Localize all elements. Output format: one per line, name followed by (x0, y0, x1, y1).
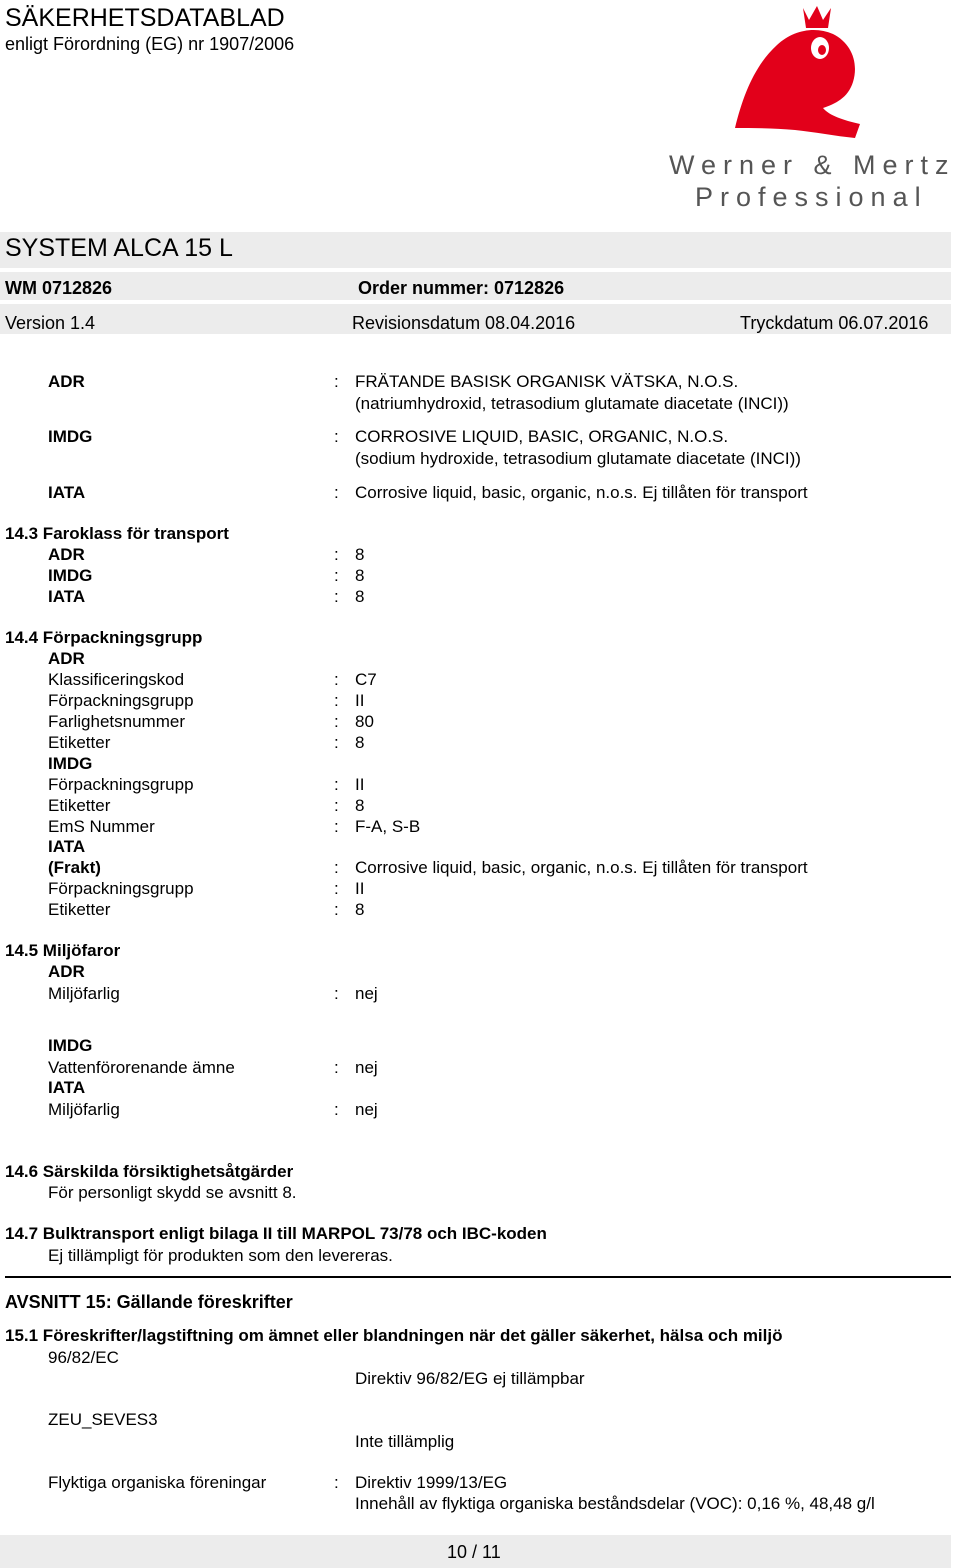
colon: : (334, 691, 339, 710)
frog-logo-icon (655, 0, 955, 150)
row-value: Inte tillämplig (355, 1432, 455, 1451)
row-label: IMDG (48, 566, 93, 585)
section-15-heading: AVSNITT 15: Gällande föreskrifter (5, 1292, 293, 1312)
document-title: SÄKERHETSDATABLAD (5, 4, 285, 32)
order-number: Order nummer: 0712826 (358, 278, 565, 298)
logo-line2: Professional (695, 182, 928, 212)
colon: : (334, 879, 339, 898)
row-label: Etiketter (48, 796, 111, 815)
section-divider (5, 1276, 951, 1278)
row-value: II (355, 691, 365, 710)
colon: : (334, 1473, 339, 1492)
adr-label: ADR (48, 372, 85, 391)
row-value: 8 (355, 900, 365, 919)
imdg-name-line2: (sodium hydroxide, tetrasodium glutamate diacetate (INCI)) (355, 449, 801, 468)
section-15-1-heading: 15.1 Föreskrifter/lagstiftning om ämnet eller blandningen när det gäller säkerhet, hälsa och miljö (5, 1326, 783, 1345)
colon: : (334, 1100, 339, 1119)
row-label: IATA (48, 587, 86, 606)
row-value: II (355, 879, 365, 898)
row-value: Direktiv 96/82/EG ej tillämpbar (355, 1369, 585, 1388)
row-label: Etiketter (48, 900, 111, 919)
page-number: 10 / 11 (447, 1542, 501, 1562)
product-name: SYSTEM ALCA 15 L (5, 234, 233, 262)
adr-subheading: ADR (48, 962, 85, 981)
row-label: Miljöfarlig (48, 984, 120, 1003)
imdg-name-line1: CORROSIVE LIQUID, BASIC, ORGANIC, N.O.S. (355, 427, 729, 446)
colon: : (334, 858, 339, 877)
colon: : (334, 984, 339, 1003)
row-label: Farlighetsnummer (48, 712, 185, 731)
row-value: 8 (355, 545, 365, 564)
colon: : (334, 733, 339, 752)
revision-date: Revisionsdatum 08.04.2016 (352, 313, 576, 333)
row-label: Flyktiga organiska föreningar (48, 1473, 267, 1492)
row-value: nej (355, 984, 378, 1003)
adr-subheading: ADR (48, 649, 85, 668)
colon: : (334, 817, 339, 836)
row-value: 8 (355, 566, 365, 585)
row-label: Förpackningsgrupp (48, 691, 194, 710)
row-label: Etiketter (48, 733, 111, 752)
row-value: nej (355, 1100, 378, 1119)
print-date: Tryckdatum 06.07.2016 (740, 313, 929, 333)
colon: : (334, 712, 339, 731)
row-value: 8 (355, 733, 365, 752)
colon: : (334, 900, 339, 919)
colon: : (334, 587, 339, 606)
adr-name-line1: FRÄTANDE BASISK ORGANISK VÄTSKA, N.O.S. (355, 372, 739, 391)
row-value: Direktiv 1999/13/EG (355, 1473, 508, 1492)
row-label: Vattenförorenande ämne (48, 1058, 235, 1077)
section-14-7-heading: 14.7 Bulktransport enligt bilaga II till MARPOL 73/78 och IBC-koden (5, 1224, 547, 1243)
iata-subheading: IATA (48, 1078, 86, 1097)
imdg-label: IMDG (48, 427, 93, 446)
colon: : (334, 566, 339, 585)
section-14-4-heading: 14.4 Förpackningsgrupp (5, 628, 203, 647)
row-value: nej (355, 1058, 378, 1077)
row-value-line2: Innehåll av flyktiga organiska beståndsdelar (VOC): 0,16 %, 48,48 g/l (355, 1494, 875, 1513)
colon: : (334, 545, 339, 564)
row-value: 8 (355, 796, 365, 815)
row-value: F-A, S-B (355, 817, 421, 836)
colon: : (334, 796, 339, 815)
colon: : (334, 775, 339, 794)
section-14-6-heading: 14.6 Särskilda försiktighetsåtgärder (5, 1162, 294, 1181)
row-value: 80 (355, 712, 374, 731)
iata-subheading: IATA (48, 837, 86, 856)
row-label: Förpackningsgrupp (48, 775, 194, 794)
colon: : (334, 1058, 339, 1077)
colon: : (334, 483, 339, 502)
row-label: Förpackningsgrupp (48, 879, 194, 898)
colon: : (334, 427, 339, 446)
wm-number: WM 0712826 (5, 278, 113, 298)
row-label: Miljöfarlig (48, 1100, 120, 1119)
section-14-5-heading: 14.5 Miljöfaror (5, 941, 121, 960)
iata-label: IATA (48, 483, 86, 502)
imdg-subheading: IMDG (48, 1036, 93, 1055)
row-value: Corrosive liquid, basic, organic, n.o.s. Ej tillåten för transport (355, 858, 808, 877)
imdg-subheading: IMDG (48, 754, 93, 773)
company-logo (655, 0, 955, 220)
logo-line1: Werner & Mertz (669, 150, 956, 180)
row-label: (Frakt) (48, 858, 101, 877)
section-14-6-text: För personligt skydd se avsnitt 8. (48, 1183, 297, 1202)
row-label: ZEU_SEVES3 (48, 1410, 158, 1429)
section-14-7-text: Ej tillämpligt för produkten som den levereras. (48, 1246, 393, 1265)
row-label: ADR (48, 545, 85, 564)
version: Version 1.4 (5, 313, 96, 333)
row-value: 8 (355, 587, 365, 606)
document-subtitle: enligt Förordning (EG) nr 1907/2006 (5, 34, 295, 54)
row-value: C7 (355, 670, 377, 689)
iata-name: Corrosive liquid, basic, organic, n.o.s. Ej tillåten för transport (355, 483, 808, 502)
colon: : (334, 670, 339, 689)
row-label: Klassificeringskod (48, 670, 185, 689)
row-label: EmS Nummer (48, 817, 155, 836)
adr-name-line2: (natriumhydroxid, tetrasodium glutamate diacetate (INCI)) (355, 394, 789, 413)
row-label: 96/82/EC (48, 1348, 119, 1367)
section-14-3-heading: 14.3 Faroklass för transport (5, 524, 229, 543)
row-value: II (355, 775, 365, 794)
colon: : (334, 372, 339, 391)
